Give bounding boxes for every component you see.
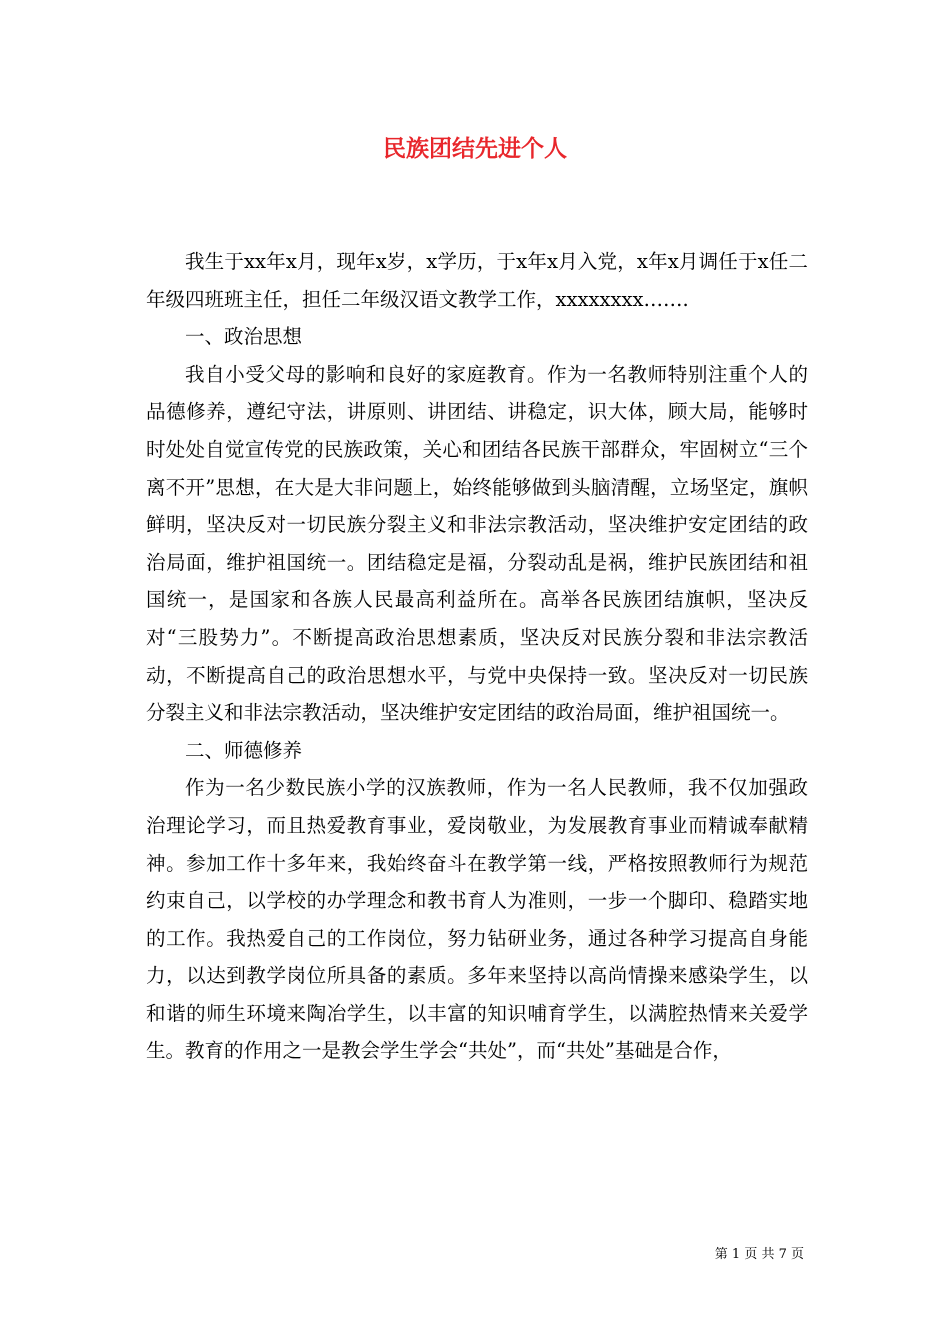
section-heading-ethics: 二、师德修养 [185, 738, 303, 762]
politics-paragraph: 我自小受父母的影响和良好的家庭教育。作为一名教师特别注重个人的品德修养，遵纪守法，讲原则、讲团结、讲稳定，识大体，顾大局，能够时时处处自觉宣传党的民族政策，关心和团结各民族干部群众，牢固树立“三个离不开”思想，在大是大非问题上，始终能够做到头脑清醒，立场坚定，旗帜鲜明，坚决反对一切民族分裂主义和非法宗教活动，坚决维护安定团结的政治局面，维护祖国统一。团结稳定是福，分裂动乱是祸，维护民族团结和祖国统一，是国家和各族人民最高利益所在。高举各民族团结旗帜，坚决反对“三股势力”。不断提高政治思想素质，坚决反对民族分裂和非法宗教活动，不断提高自己的政治思想水平，与党中央保持一致。坚决反对一切民族分裂主义和非法宗教活动，坚决维护安定团结的政治局面，维护祖国统一。 [146, 362, 808, 725]
intro-paragraph: 我生于xx年x月，现年x岁，x学历，于x年x月入党，x年x月调任于x任二年级四班班主任，担任二年级汉语文教学工作，xxxxxxxx……. [146, 250, 808, 311]
document-title: 民族团结先进个人 [383, 135, 567, 162]
document-body [146, 243, 808, 1070]
page-number: 第 1 页 共 7 页 [714, 1247, 804, 1262]
section-heading-politics: 一、政治思想 [185, 325, 303, 349]
ethics-paragraph: 作为一名少数民族小学的汉族教师，作为一名人民教师，我不仅加强政治理论学习，而且热爱教育事业，爱岗敬业，为发展教育事业而精诚奉献精神。参加工作十多年来，我始终奋斗在教学第一线，严格按照教师行为规范约束自己，以学校的办学理念和教书育人为准则，一步一个脚印、稳踏实地的工作。我热爱自己的工作岗位，努力钻研业务，通过各种学习提高自身能力，以达到教学岗位所具备的素质。多年来坚持以高尚情操来感染学生，以和谐的师生环境来陶冶学生，以丰富的知识哺育学生，以满腔热情来关爱学生。教育的作用之一是教会学生学会“共处”，而“共处”基础是合作， [146, 776, 808, 1063]
